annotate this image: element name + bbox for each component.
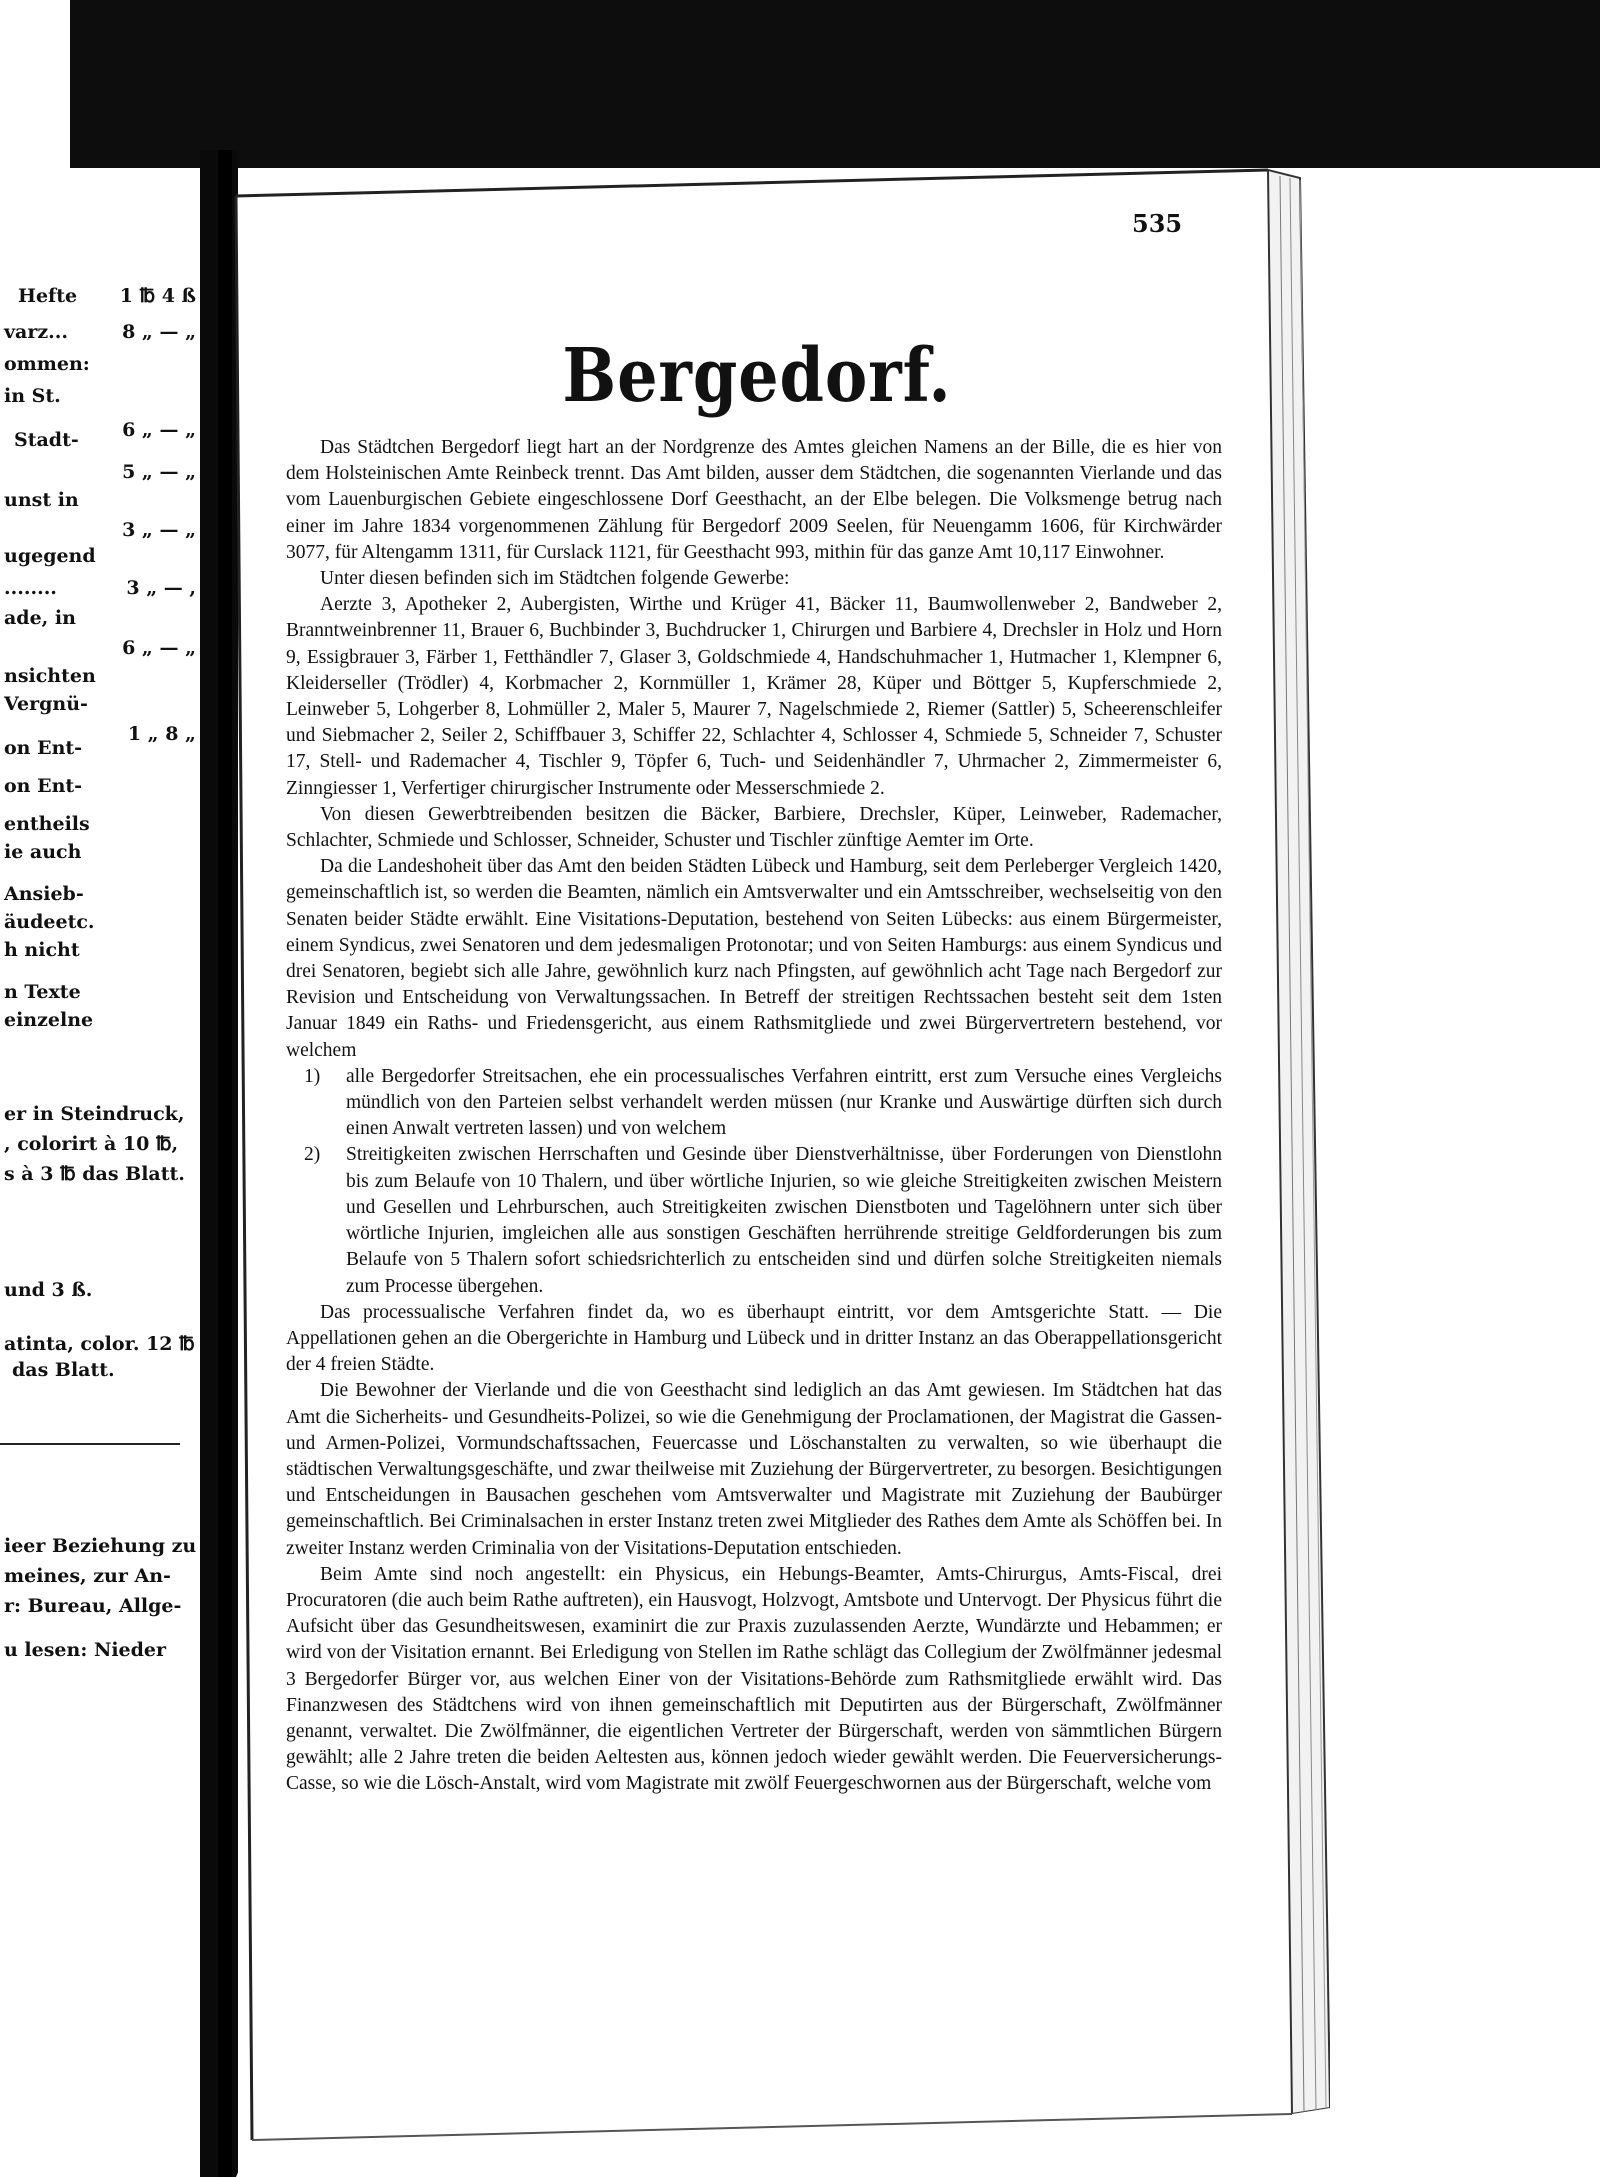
left-line: on Ent- xyxy=(4,737,83,759)
paragraph: Da die Landeshoheit über das Amt den beiden Städten Lübeck und Hamburg, seit dem Perleberger Vergleich 1420, gemeinschaftlich ist, so werden die Beamten, nämlich ein Amtsverwalter und ein Amtsschreiber, wechselseitig von den Senaten beider Städte erwählt. Eine Visitations-Deputation, bestehend von Seiten Lübecks: aus einem Bürgermeister, einem Syndicus, zwei Senatoren und dem jedesmaligen Protonotar; und von Seiten Hamburgs: aus einem Syndicus und drei Senatoren, begiebt sich alle Jahre, gewöhnlich kurz nach Pfingsten, auf gewöhnlich acht Tage nach Bergedorf zur Revision und Entscheidung von Verwaltungssachen. In Betreff der streitigen Rechtssachen besteht seit dem 1sten Januar 1849 ein Raths- und Friedensgericht, aus einem Rathsmitgliede und zwei Bürgervertretern bestehend, vor welchem xyxy=(286,856,1222,1061)
left-line: u lesen: Nieder xyxy=(4,1639,167,1661)
paragraph: Das processualische Verfahren findet da, wo es überhaupt eintritt, vor dem Amtsgerichte Statt. — Die Appellationen gehen an die Obergerichte in Hamburg und Lübeck und in dritter Instanz an das Oberappellationsgericht der 4 freien Städte. xyxy=(286,1301,1222,1376)
left-line: ieer Beziehung zu xyxy=(4,1535,196,1557)
left-line: 1 „ 8 „ xyxy=(127,723,196,745)
left-line: Hefte 1 ℔ 4 ß xyxy=(18,285,196,307)
paragraph: Unter diesen befinden sich im Städtchen folgende Gewerbe: xyxy=(320,568,790,590)
left-line: h nicht xyxy=(4,939,80,961)
list-item-text: alle Bergedorfer Streitsachen, ehe ein processualisches Verfahren eintritt, erst zum Versuche eines Vergleichs mündlich von den Parteien selbst verhandelt werden müssen (nur Kranke und Auswärtige dürften sich durch einen Anwalt vertreten lassen) und von welchem xyxy=(346,1065,1222,1140)
paragraph: Aerzte 3, Apotheker 2, Aubergisten, Wirthe und Krüger 41, Bäcker 11, Baumwollenweber 2, Bandweber 2, Branntweinbrenner 11, Brauer 6, Buchbinder 3, Buchdrucker 1, Chirurgen und Barbiere 4, Drechsler in Holz und Horn 9, Essigbrauer 3, Färber 1, Fetthändler 7, Glaser 3, Goldschmiede 4, Handschuhmacher 1, Hutmacher 1, Klempner 6, Kleiderseller (Trödler) 4, Korbmacher 2, Kornmüller 1, Krämer 28, Küper und Böttger 5, Kupferschmiede 2, Leinweber 5, Lohgerber 8, Lohmüller 2, Maler 5, Maurer 7, Nagelschmiede 2, Riemer (Sattler) 5, Scheerenschleifer und Siebmacher 2, Seiler 2, Schiffbauer 3, Schiffer 22, Schlachter 4, Schlosser 4, Schmiede 5, Schneider 7, Schuster 17, Stell- und Rademacher 4, Tischler 9, Töpfer 6, Tuch- und Seidenhändler 7, Uhrmacher 2, Zimmermeister 6, Zinngiesser 1, Verfertiger chirurgischer Instrumente oder Messerschmiede 2. xyxy=(286,594,1222,799)
paragraph: Das Städtchen Bergedorf liegt hart an der Nordgrenze des Amtes gleichen Namens an der Bille, die es hier von dem Holsteinischen Amte Reinbeck trennt. Das Amt bilden, ausser dem Städtchen, die sogenannten Vierlande und das vom Lauenburgischen Gebiete eingeschlossene Dorf Geesthacht, an der Elbe belegen. Die Volksmenge betrug nach einer im Jahre 1834 vorgenommenen Zählung für Bergedorf 2009 Seelen, für Neuengamm 1606, für Kirchwärder 3077, für Altengamm 1311, für Curslack 1121, für Geesthacht 993, mithin für das ganze Amt 10,117 Einwohner. xyxy=(286,437,1222,563)
left-line: ie auch xyxy=(4,841,82,863)
left-line: on Ent- xyxy=(4,775,83,797)
left-line: nsichten xyxy=(4,665,96,687)
left-line: und 3 ß. xyxy=(4,1279,93,1301)
left-line: ugegend xyxy=(4,545,96,567)
left-line: 6 „ — „ xyxy=(122,637,196,659)
left-line: meines, zur An- xyxy=(4,1565,171,1587)
left-line: r: Bureau, Allge- xyxy=(4,1595,182,1617)
paragraph: Von diesen Gewerbtreibenden besitzen die Bäcker, Barbiere, Drechsler, Küper, Leinweber, Rademacher, Schlachter, Schmiede und Schlosser, Schneider, Schuster und Tischler zünftige Aemter im Orte. xyxy=(286,803,1222,852)
left-line: , colorirt à 10 ℔, xyxy=(4,1133,179,1155)
left-line: varz... 8 „ — „ xyxy=(4,321,196,343)
left-page-fragment xyxy=(0,190,196,2120)
paragraph: Beim Amte sind noch angestellt: ein Physicus, ein Hebungs-Beamter, Amts-Chirurgus, Amts-Fiscal, drei Procuratoren (die auch beim Rathe auftreten), ein Hausvogt, Holzvogt, Amtsbote und Untervogt. Der Physicus führt die Aufsicht über das Gesundheitswesen, examinirt die zur Praxis zuzulassenden Aerzte, Wundärzte und Hebammen; er wird von der Visitation ernannt. Bei Erledigung von Stellen im Rathe schlägt das Collegium der Zwölfmänner jedesmal 3 Bergedorfer Bürger vor, aus welchen Einer von der Visitations-Behörde zum Rathsmitgliede erwählt wird. Das Finanzwesen des Städtchens wird von ihnen gemeinschaftlich mit Deputirten aus der Bürgerschaft, Zwölfmänner genannt, verwaltet. Die Zwölfmänner, die eigentlichen Vertreter der Bürgerschaft, werden von sämmtlichen Bürgern gewählt; alle 2 Jahre treten die beiden Aeltesten aus, können jedoch wieder gewählt werden. Die Feuerversicherungs-Casse, so wie die Lösch-Anstalt, wird vom Magistrate mit zwölf Feuergeschwornen aus der Bürgerschaft, welche vom xyxy=(286,1563,1222,1795)
list-item xyxy=(286,1142,1222,1299)
left-line: ........ 3 „ — , xyxy=(4,577,196,599)
page-title: Bergedorf. xyxy=(562,333,952,419)
left-line: Stadt- xyxy=(14,429,79,451)
left-line: 3 „ — „ xyxy=(122,519,196,541)
left-line: äudeetc. xyxy=(4,911,95,933)
left-line: entheils xyxy=(4,813,90,835)
page-number: 535 xyxy=(1132,209,1183,238)
left-line: Vergnü- xyxy=(4,693,88,715)
left-line: n Texte xyxy=(4,981,81,1003)
right-page xyxy=(252,185,1262,2085)
left-line: das Blatt. xyxy=(12,1359,115,1381)
left-line: Ansieb- xyxy=(4,883,84,905)
left-line: ade, in xyxy=(4,607,76,629)
list-item-number: 2) xyxy=(304,1144,321,1166)
left-line: 5 „ — „ xyxy=(122,461,196,483)
paragraph: Die Bewohner der Vierlande und die von Geesthacht sind lediglich an das Amt gewiesen. Im Städtchen hat das Amt die Sicherheits- und Gesundheits-Polizei, so wie die Genehmigung der Proclamationen, der Magistrat die Gassen- und Armen-Polizei, Vormundschaftssachen, Feuercasse und Löschanstalten zu verwalten, so wie überhaupt die städtischen Verwaltungsgeschäfte, und zwar theilweise mit Zuziehung der Bürgervertreter, zu besorgen. Besichtigungen und Entscheidungen in Bausachen geschehen vom Amtsverwalter und Magistrate mit Zuziehung der Baubürger gemeinschaftlich. Bei Criminalsachen in erster Instanz treten zwei Mitglieder des Rathes dem Amte als Schöffen bei. In zweiter Instanz werden Criminalia von der Visitations-Deputation entschieden. xyxy=(286,1380,1222,1559)
left-line: unst in xyxy=(4,489,79,511)
left-line: atinta, color. 12 ℔ xyxy=(4,1333,195,1355)
left-line: s à 3 ℔ das Blatt. xyxy=(4,1163,185,1185)
list-item xyxy=(286,1064,1222,1143)
left-line: 6 „ — „ xyxy=(122,419,196,441)
list-item-text: Streitigkeiten zwischen Herrschaften und Gesinde über Dienstverhältnisse, über Forderungen von Dienstlohn bis zum Belaufe von 10 Thalern, und über wörtliche Injurien, so wie gleiche Streitigkeiten zwischen Meistern und Gesellen und Lehrburschen, auch Streitigkeiten zwischen Dienstboten und Tagelöhnern unter sich über wörtliche Injurien, imgleichen alle aus sonstigen Geschäften herrührende streitige Geldforderungen bis zum Belaufe von 5 Thalern sofort schiedsrichterlich zu entscheiden sind und dürfen solche Streitigkeiten niemals zum Processe übergehen. xyxy=(346,1144,1222,1297)
left-line: er in Steindruck, xyxy=(4,1103,185,1125)
list-item-number: 1) xyxy=(304,1065,321,1087)
left-line: einzelne xyxy=(4,1009,94,1031)
left-line: in St. xyxy=(4,385,61,407)
left-rule xyxy=(0,1443,180,1445)
left-line: ommen: xyxy=(4,353,90,375)
article-body xyxy=(286,435,1222,1798)
